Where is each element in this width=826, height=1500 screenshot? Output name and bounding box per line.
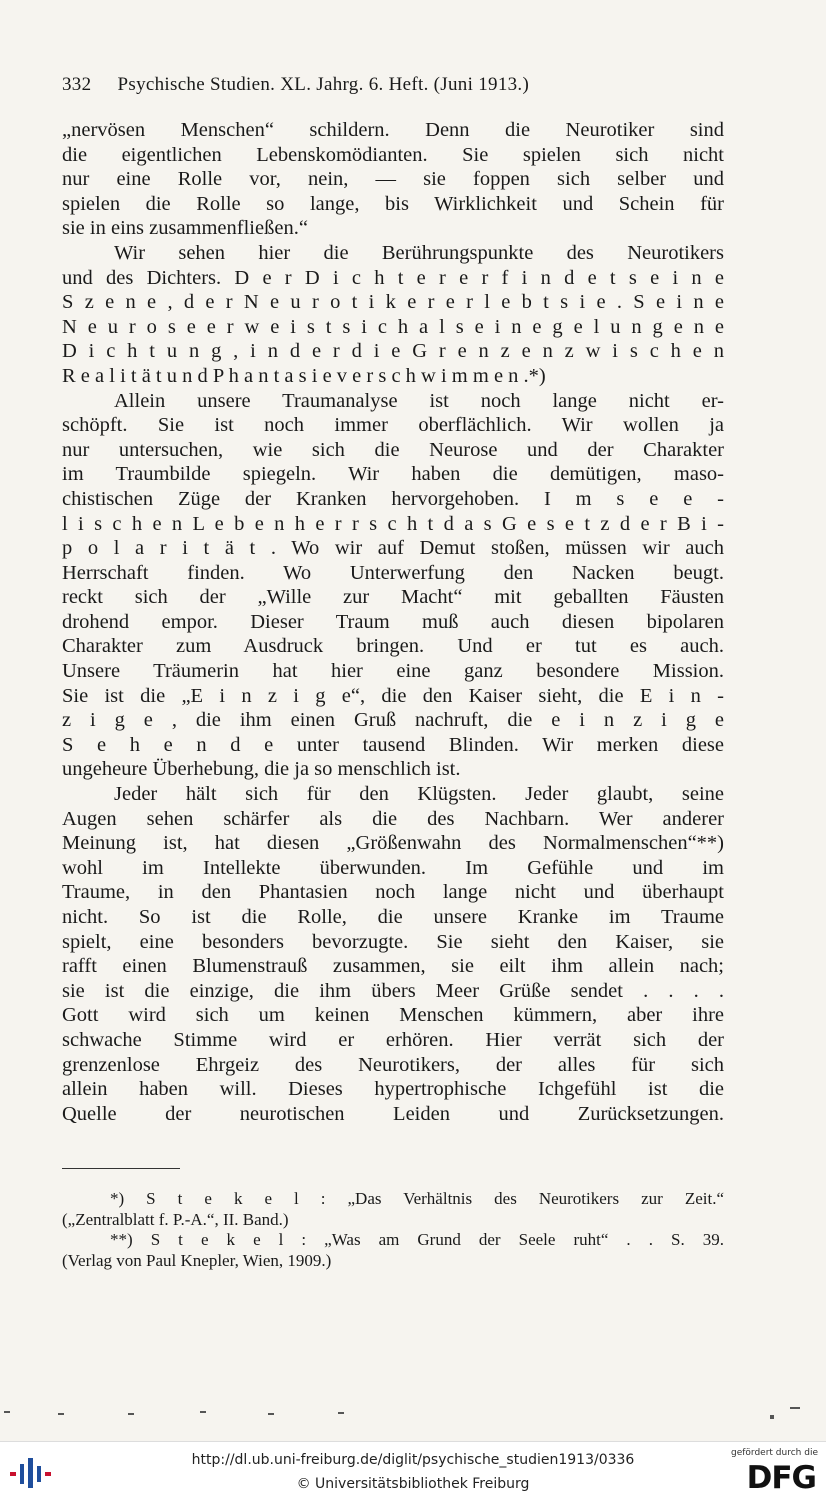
text-line: nur untersuchen, wie sich die Neurose und der Charakter xyxy=(62,438,724,461)
text-line: Gott wird sich um keinen Menschen kümmern, aber ihre xyxy=(62,1004,724,1027)
text-line: grenzenlose Ehrgeiz des Neurotikers, der alles für sich xyxy=(62,1053,724,1076)
text-line: Meinung ist, hat diesen „Größenwahn des Normalmenschen“**) xyxy=(62,832,724,855)
text-line: l i s c h e n L e b e n h e r r s c h t d a s G e s e t z d e r B i - xyxy=(62,512,724,535)
funding-note: gefördert durch die xyxy=(731,1448,818,1458)
viewer-footer xyxy=(0,1441,826,1500)
text-line: schöpft. Sie ist noch immer oberflächlich. Wir wollen ja xyxy=(62,414,724,437)
text-line: S e h e n d e unter tausend Blinden. Wir merken diese xyxy=(62,733,724,756)
text-line: wohl im Intellekte überwunden. Im Gefühle und im xyxy=(62,856,724,879)
text-line: spielen die Rolle so lange, bis Wirklichkeit und Schein für xyxy=(62,192,724,215)
text-line: N e u r o s e e r w e i s t s i c h a l s e i n e g e l u n g e n e xyxy=(62,315,724,338)
text-line: allein haben will. Dieses hypertrophische Ichgefühl ist die xyxy=(62,1078,724,1101)
text-line: Wir sehen hier die Berührungspunkte des Neurotikers xyxy=(114,241,724,264)
text-line: Traume, in den Phantasien noch lange nicht und überhaupt xyxy=(62,881,724,904)
text-line: Herrschaft finden. Wo Unterwerfung den Nacken beugt. xyxy=(62,561,724,584)
footnote-separator xyxy=(62,1168,180,1169)
running-title: Psychische Studien. XL. Jahrg. 6. Heft. (Juni 1913.) xyxy=(117,74,530,95)
running-header xyxy=(62,74,732,96)
text-line: S z e n e , d e r N e u r o t i k e r e r l e b t s i e . S e i n e xyxy=(62,291,724,314)
text-line: nicht. So ist die Rolle, die unsere Kranke im Traume xyxy=(62,906,724,928)
text-line: Unsere Träumerin hat hier eine ganz besondere Mission. xyxy=(62,660,724,683)
text-line: reckt sich der „Wille zur Macht“ mit geballten Fäusten xyxy=(62,586,724,609)
dfg-logo[interactable]: DFG xyxy=(746,1460,816,1496)
text-line: R e a l i t ä t u n d P h a n t a s i e v e r s c h w i m m e n .*) xyxy=(62,364,546,387)
text-line: rafft einen Blumenstrauß zusammen, sie eilt ihm allein nach; xyxy=(62,955,724,978)
copyright-notice: © Universitätsbibliothek Freiburg xyxy=(296,1476,530,1492)
text-line: Quelle der neurotischen Leiden und Zurücksetzungen. xyxy=(62,1102,724,1125)
scan-specks xyxy=(0,1405,826,1435)
text-line: chistischen Züge der Kranken hervorgehoben. I m s e e - xyxy=(62,487,724,510)
text-line: schwache Stimme wird er erhören. Hier verrät sich der xyxy=(62,1028,724,1051)
text-line: sie in eins zusammenfließen.“ xyxy=(62,217,308,240)
text-line: nur eine Rolle vor, nein, — sie foppen sich selber und xyxy=(62,168,724,191)
footnote-line: (Verlag von Paul Knepler, Wien, 1909.) xyxy=(62,1250,332,1270)
footnotes xyxy=(62,1189,724,1271)
text-line: Charakter zum Ausdruck bringen. Und er tut es auch. xyxy=(62,635,724,658)
text-line: drohend empor. Dieser Traum muß auch diesen bipolaren xyxy=(62,610,724,633)
text-line: „nervösen Menschen“ schildern. Denn die Neurotiker sind xyxy=(62,119,724,141)
text-line: Sie ist die „E i n z i g e“, die den Kaiser sieht, die E i n - xyxy=(62,684,724,707)
text-line: Jeder hält sich für den Klügsten. Jeder glaubt, seine xyxy=(114,783,724,806)
text-line: z i g e , die ihm einen Gruß nachruft, die e i n z i g e xyxy=(62,709,724,732)
text-line: Allein unsere Traumanalyse ist noch lange nicht er- xyxy=(114,389,724,412)
text-line: spielt, eine besonders bevorzugte. Sie sieht den Kaiser, sie xyxy=(62,930,724,953)
body-text xyxy=(62,118,724,1126)
text-line: Augen sehen schärfer als die des Nachbarn. Wer anderer xyxy=(62,807,724,830)
permalink-url[interactable]: http://dl.ub.uni-freiburg.de/diglit/psychische_studien1913/0336 xyxy=(191,1452,635,1468)
text-line: p o l a r i t ä t . Wo wir auf Demut stoßen, müssen wir auch xyxy=(62,537,724,560)
text-line: sie ist die einzige, die ihm übers Meer Grüße sendet . . . . xyxy=(62,979,724,1002)
text-line: D i c h t u n g , i n d e r d i e G r e n z e n z w i s c h e n xyxy=(62,340,724,363)
footnote-line: („Zentralblatt f. P.-A.“, II. Band.) xyxy=(62,1209,289,1229)
footnote-line: *) S t e k e l : „Das Verhältnis des Neurotikers zur Zeit.“ xyxy=(110,1189,724,1208)
footnote-line: **) S t e k e l : „Was am Grund der Seele ruht“ . . S. 39. xyxy=(110,1230,724,1249)
text-line: ungeheure Überhebung, die ja so menschlich ist. xyxy=(62,758,461,781)
text-line: und des Dichters. D e r D i c h t e r e r f i n d e t s e i n e xyxy=(62,266,724,289)
text-line: im Traumbilde spiegeln. Wir haben die demütigen, maso- xyxy=(62,463,724,486)
page-number: 332 xyxy=(62,74,92,95)
text-line: die eigentlichen Lebenskomödianten. Sie spielen sich nicht xyxy=(62,143,724,166)
